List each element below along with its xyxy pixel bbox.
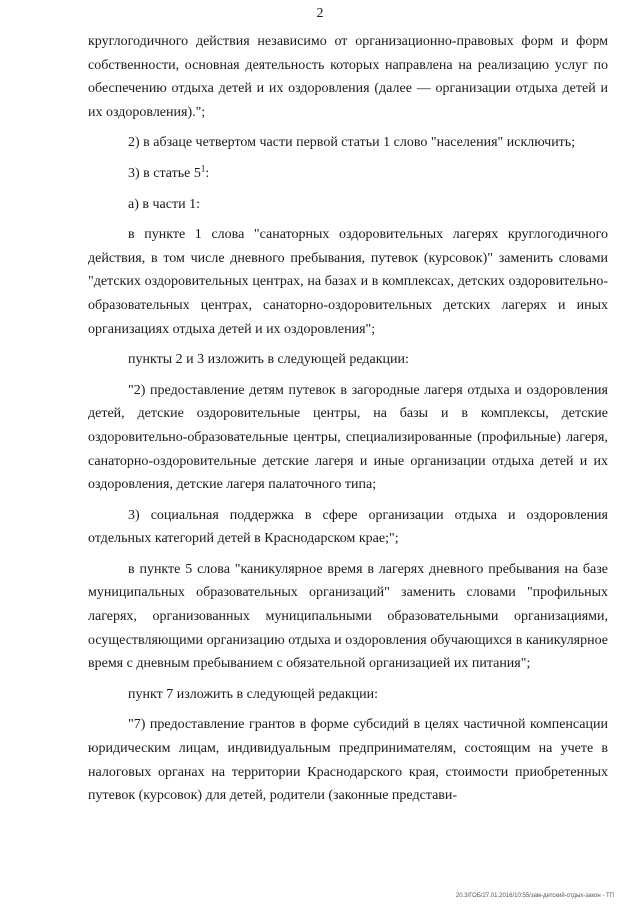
paragraph-9: в пункте 5 слова "каникулярное время в лагерях дневного пребывания на базе муниципальных образовательных организаций" заменить словами "профильных лагерях, организованных муниципальными образовательными организациями, осуществляющими организацию отдыха и оздоровления обучающихся в каникулярное время с дневным пребыванием с обязательной организацией их питания"; <box>88 561 608 672</box>
paragraph-10: пункт 7 изложить в следующей редакции: <box>128 686 378 702</box>
paragraph-3 <box>88 162 608 186</box>
paragraph-3-colon: : <box>205 165 210 181</box>
page-number: 2 <box>316 6 324 21</box>
paragraph-4: а) в части 1: <box>128 196 200 212</box>
paragraph-8: 3) социальная поддержка в сфере организации отдыха и оздоровления отдельных категорий детей в Краснодарском крае;"; <box>88 507 608 547</box>
superscript: 1 <box>200 163 206 174</box>
paragraph-2: 2) в абзаце четвертом части первой статьи 1 слово "населения" исключить; <box>128 135 576 151</box>
paragraph-3-text: 3) в статье 5 <box>128 165 201 181</box>
document-body <box>88 30 608 815</box>
paragraph-11: "7) предоставление грантов в форме субсидий в целях частичной компенсации юридическим лицам, индивидуальным предпринимателям, состоящим на учете в налоговых органах на территории Краснодарского края, стоимости приобретенных путевок (курсовок) для детей, родители (законные представи- <box>88 717 608 804</box>
paragraph-1: круглогодичного действия независимо от организационно-правовых форм и форм собственности, основная деятельность которых направлена на реализацию услуг по обеспечению отдыха детей и их оздоровления (далее — организации отдыха детей и их оздоровления)."; <box>88 34 608 120</box>
paragraph-7: "2) предоставление детям путевок в загородные лагеря отдыха и оздоровления детей, детские оздоровительные центры, на базы и в комплексы, детские оздоровительно-образовательные центры, специализированные (профильные) лагеря, санаторно-оздоровительные детские лагеря и иные организации отдыха детей и их оздоровления, детские лагеря палаточного типа; <box>88 382 608 493</box>
footer-stamp: 20.3/ГОБ/27.01.2016/10:55/зам-детский-отдых-закон - ТП <box>455 893 614 899</box>
paragraph-5: в пункте 1 слова "санаторных оздоровительных лагерях круглогодичного действия, в том числе дневного пребывания, путевок (курсовок)" заменить словами "детских оздоровительных центрах, на базах и в комплексах, детских оздоровительно-образовательных центрах, санаторно-оздоровительных детских лагерях и иных организациях отдыха детей и их оздоровления"; <box>88 227 608 337</box>
paragraph-6: пункты 2 и 3 изложить в следующей редакции: <box>128 352 409 368</box>
